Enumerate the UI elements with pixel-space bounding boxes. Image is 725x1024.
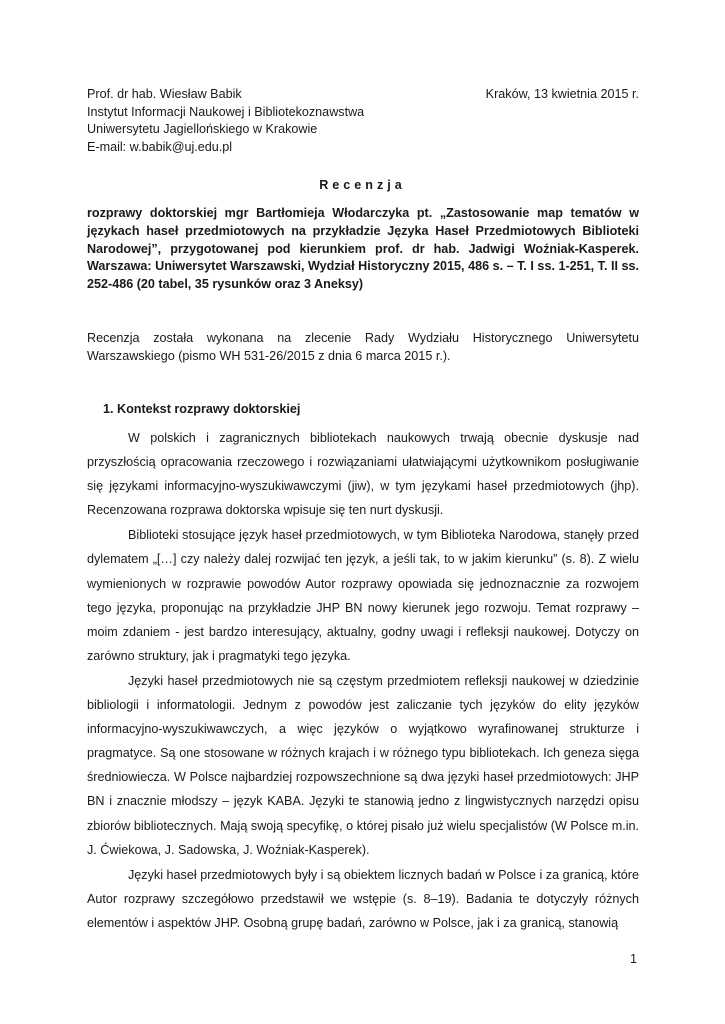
body-text [87, 426, 639, 936]
section-heading: 1. Kontekst rozprawy doktorskiej [103, 402, 301, 416]
document-title: Recenzja [319, 178, 406, 192]
paragraph: W polskich i zagranicznych bibliotekach naukowych trwają obecnie dyskusje nad przyszłością opracowania rzeczowego i rozwiązaniami ułatwiającymi użytkownikom posługiwanie się językami informacyjno-wyszukiwawczymi (jiw), w tym językami haseł przedmiotowych (jhp). Recenzowana rozprawa doktorska wpisuje się ten nurt dyskusji. [87, 431, 639, 518]
review-subject: rozprawy doktorskiej mgr Bartłomieja Włodarczyka pt. „Zastosowanie map tematów w językach haseł przedmiotowych na przykładzie Języka Haseł Przedmiotowych Biblioteki Narodowej”, przygotowanej pod kierunkiem prof. dr hab. Jadwigi Woźniak-Kasperek. Warszawa: Uniwersytet Warszawski, Wydział Historyczny 2015, 486 s. – T. I ss. 1-251, T. II ss. 252-486 (20 tabel, 35 rysunków oraz 3 Aneksy) [87, 206, 639, 292]
author-email: E-mail: w.babik@uj.edu.pl [87, 139, 233, 154]
paragraph: Biblioteki stosujące język haseł przedmiotowych, w tym Biblioteka Narodowa, stanęły przed dylematem „[…] czy należy dalej rozwijać ten język, a jeśli tak, to w jakim kierunku” (s. 8). Z wielu wymienionych w rozprawie powodów Autor rozprawy opowiada się jednoznacznie za rozwojem tego języka, proponując na przykładzie JHP BN nowy kierunek jego rozwoju. Temat rozprawy – moim zdaniem - jest bardzo interesujący, aktualny, godny uwagi i refleksji naukowej. Dotyczy on zarówno struktury, jak i pragmatyki tego języka. [87, 528, 639, 663]
paragraph: Języki haseł przedmiotowych były i są obiektem licznych badań w Polsce i za granicą, które Autor rozprawy szczegółowo przedstawił we wstępie (s. 8–19). Badania te dotyczyły różnych elementów i aspektów JHP. Osobną grupę badań, zarówno w Polsce, jak i za granicą, stanowią [87, 867, 639, 930]
author-name: Prof. dr hab. Wiesław Babik [87, 87, 242, 101]
letter-header [87, 86, 639, 156]
paragraph: Języki haseł przedmiotowych nie są częstym przedmiotem refleksji naukowej w dziedzinie bibliologii i informatologii. Jednym z powodów jest zaliczanie tych języków do elity języków informacyjno-wyszukiwawczych, a więc języków o wyjątkowo wyrafinowanej strukturze i pragmatyce. Są one stosowane w różnych krajach i w różnego typu bibliotekach. Ich geneza sięga średniowiecza. W Polsce najbardziej rozpowszechnione są dwa języki haseł przedmiotowych: JHP BN i znacznie młodszy – język KABA. Języki te stanowią jedno z lingwistycznych narzędzi opisu zbiorów bibliotecznych. Mają swoją specyfikę, o której pisało już wielu specjalistów (W Polsce m.in. J. Ćwiekowa, J. Sadowska, J. Woźniak-Kasperek). [87, 673, 639, 857]
page-number: 1 [629, 952, 637, 966]
place-date: Kraków, 13 kwietnia 2015 r. [485, 87, 639, 101]
author-institute: Instytut Informacji Naukowej i Bibliotekoznawstwa [87, 104, 365, 119]
commission-note: Recenzja została wykonana na zlecenie Rady Wydziału Historycznego Uniwersytetu Warszawskiego (pismo WH 531-26/2015 z dnia 6 marca 2015 r.). [87, 331, 639, 363]
author-university: Uniwersytetu Jagiellońskiego w Krakowie [87, 122, 318, 137]
